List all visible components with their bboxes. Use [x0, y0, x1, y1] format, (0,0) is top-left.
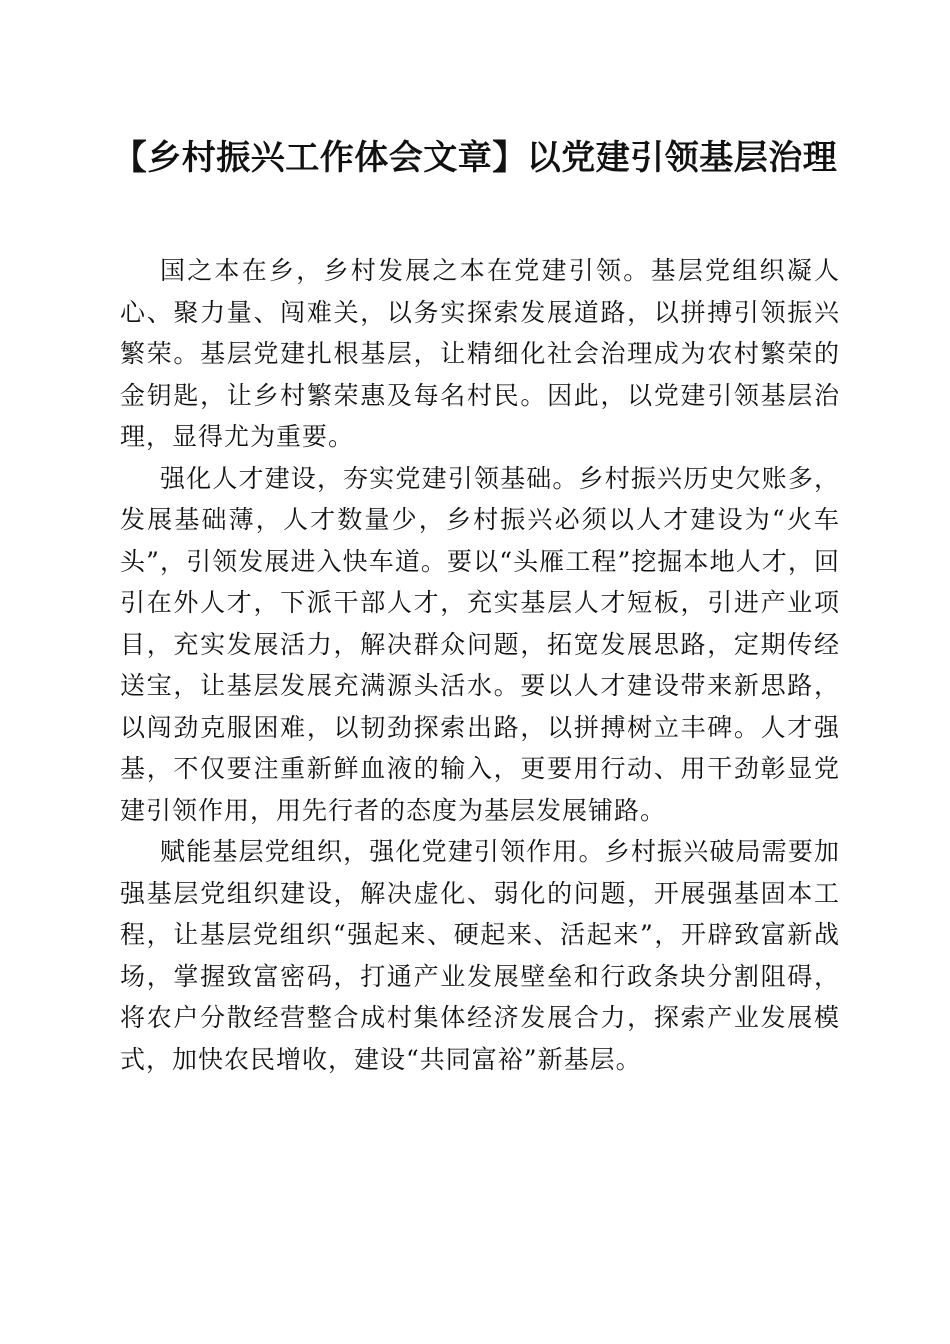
paragraph-party-organization: 赋能基层党组织，强化党建引领作用。乡村振兴破局需要加强基层党组织建设，解决虚化、弱化的问题，开展强基固本工程，让基层党组织“强起来、硬起来、活起来”，开辟致富新战场，掌握致富密码，打通产业发展壁垒和行政条块分割阻碍，将农户分散经营整合成村集体经济发展合力，探索产业发展模式，加快农民增收，建设“共同富裕”新基层。: [120, 837, 840, 1074]
paragraph-intro: 国之本在乡，乡村发展之本在党建引领。基层党组织凝人心、聚力量、闯难关，以务实探索发展道路，以拼搏引领振兴繁荣。基层党建扎根基层，让精细化社会治理成为农村繁荣的金钥匙，让乡村繁荣惠及每名村民。因此，以党建引领基层治理，显得尤为重要。: [120, 256, 840, 451]
document-title: 【乡村振兴工作体会文章】以党建引领基层治理: [112, 138, 838, 178]
document-body: [120, 250, 840, 1080]
paragraph-talent: 强化人才建设，夯实党建引领基础。乡村振兴历史欠账多，发展基础薄，人才数量少，乡村振兴必须以人才建设为“火车头”，引领发展进入快车道。要以“头雁工程”挖掘本地人才，回引在外人才，下派干部人才，充实基层人才短板，引进产业项目，充实发展活力，解决群众问题，拓宽发展思路，定期传经送宝，让基层发展充满源头活水。要以人才建设带来新思路，以闯劲克服困难，以韧劲探索出路，以拼搏树立丰碑。人才强基，不仅要注重新鲜血液的输入，更要用行动、用干劲彰显党建引领作用，用先行者的态度为基层发展铺路。: [120, 463, 840, 825]
